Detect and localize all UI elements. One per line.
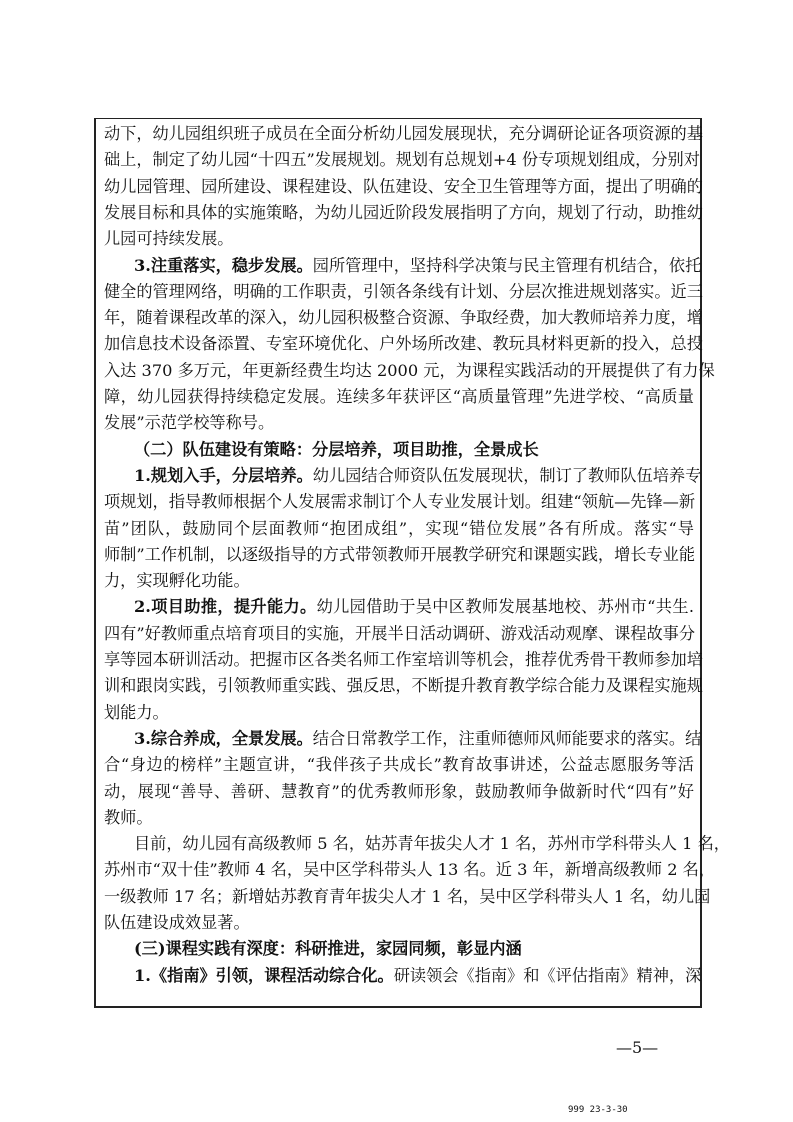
page-number: —5—	[616, 1038, 659, 1057]
paragraph-line	[104, 308, 703, 328]
paragraph-line	[134, 941, 694, 957]
body-text: 一级教师 17 名；新增姑苏教育青年拔尖人才 1 名，吴中区学科带头人 1 名，幼儿园	[104, 886, 711, 906]
body-text: 障，幼儿园获得持续稳定发展。连续多年获评区“高质量管理”先进学校、“高质量	[104, 387, 694, 406]
body-text: 享等园本研训活动。把握市区各类名师工作室培训等机会，推荐优秀骨干教师参加培	[104, 650, 703, 669]
paragraph-line	[104, 518, 694, 538]
body-text: 队伍建设成效显著。	[104, 913, 250, 932]
body-text: 年，随着课程改革的深入，幼儿园积极整合资源、争取经费，加大教师培养力度，增	[104, 308, 703, 328]
bold-lead-text: 2.项目助推，提升能力。	[134, 597, 317, 617]
bold-lead-text: 3.注重落实，稳步发展。	[134, 255, 313, 275]
body-text: 础上，制定了幼儿园“十四五”发展规划。规划有总规划+4 份专项规划组成，分别对	[104, 150, 700, 170]
footer-code: 999 23-3-30	[568, 1105, 628, 1115]
body-text: 儿园可持续发展。	[104, 229, 234, 249]
body-text: 研读领会《指南》和《评估指南》精神，深	[393, 965, 702, 985]
paragraph-line	[104, 360, 715, 380]
paragraph-line	[104, 494, 694, 510]
body-text: 幼儿园借助于吴中区教师发展基地校、苏州市“共生.	[316, 597, 695, 617]
paragraph-line	[104, 623, 696, 643]
paragraph-line	[104, 781, 694, 801]
paragraph-line	[104, 124, 703, 143]
paragraph-line	[104, 202, 703, 222]
paragraph-line	[104, 650, 703, 669]
bold-lead-text: 3.综合养成，全景发展。	[134, 728, 313, 748]
body-text: 项规划，指导教师根据个人发展需求制订个人专业发展计划。组建“领航—先锋—新	[104, 492, 696, 512]
body-text: 结合日常教学工作，注重师德师风师能要求的落实。结	[312, 728, 702, 748]
paragraph-line	[104, 807, 694, 827]
paragraph-line	[134, 255, 702, 275]
body-text: 力，实现孵化功能。	[104, 571, 250, 591]
paragraph-line	[104, 231, 694, 247]
body-text: 发展目标和具体的实施策略，为幼儿园近阶段发展指明了方向，规划了行动，助推幼	[104, 202, 703, 222]
body-text: 入达 370 多万元，年更新经费生均达 2000 元，为课程实践活动的开展提供了有力保	[104, 360, 715, 380]
paragraph-line	[104, 676, 703, 696]
body-text: 幼儿园结合师资队伍发展现状，制订了教师队伍培养专	[312, 465, 702, 485]
body-text: 园所管理中，坚持科学决策与民主管理有机结合，依托	[312, 255, 702, 275]
paragraph-line	[104, 702, 694, 722]
body-text: 动，展现“善导、善研、慧教育”的优秀教师形象，鼓励教师争做新时代“四有”好	[104, 781, 694, 801]
paragraph-line	[134, 465, 702, 485]
bold-lead-text: 1.规划入手，分层培养。	[134, 465, 313, 485]
paragraph-line	[104, 860, 716, 880]
paragraph-line	[104, 544, 696, 564]
body-text: 目前，幼儿园有高级教师 5 名，姑苏青年拔尖人才 1 名，苏州市学科带头人 1 名，	[134, 834, 730, 854]
body-text: 教师。	[104, 807, 153, 827]
body-text: 幼儿园管理、园所建设、课程建设、队伍建设、安全卫生管理等方面，提出了明确的	[104, 176, 703, 196]
bold-lead-text: (三)课程实践有深度：科研推进，家园同频，彰显内涵	[134, 939, 522, 959]
paragraph-line	[104, 334, 703, 354]
body-text: 训和跟岗实践，引领教师重实践、强反思，不断提升教育教学综合能力及课程实施规	[104, 676, 703, 696]
paragraph-line	[134, 728, 702, 748]
paragraph-line	[134, 599, 694, 615]
paragraph-line	[104, 915, 694, 931]
body-text: 苗”团队，鼓励同个层面教师“抱团成组”，实现“错位发展”各有所成。落实“导	[104, 518, 694, 538]
body-text: 加信息技术设备添置、专室环境优化、户外场所改建、教玩具材料更新的投入，总投	[104, 334, 703, 354]
paragraph-line	[104, 415, 694, 431]
paragraph-line	[104, 389, 694, 405]
body-text: 师制”工作机制，以逐级指导的方式带领教师开展教学研究和课题实践，增长专业能	[104, 544, 696, 564]
paragraph-line	[104, 150, 700, 170]
paragraph-line	[104, 757, 694, 773]
paragraph-line	[104, 573, 694, 589]
body-text: 发展”示范学校等称号。	[104, 413, 275, 433]
paragraph-line	[134, 834, 730, 854]
paragraph-line	[104, 281, 703, 301]
bold-lead-text: 1.《指南》引领，课程活动综合化。	[134, 965, 394, 985]
paragraph-line	[104, 886, 711, 906]
body-text: 合“身边的榜样”主题宣讲，“我伴孩子共成长”教育故事讲述，公益志愿服务等活	[104, 755, 694, 775]
paragraph-line	[104, 176, 703, 196]
paragraph-line	[134, 439, 694, 459]
bold-lead-text: （二）队伍建设有策略：分层培养，项目助推，全景成长	[134, 439, 539, 459]
paragraph-line	[134, 965, 702, 985]
body-text: 苏州市“双十佳”教师 4 名，吴中区学科带头人 13 名。近 3 年，新增高级教师 2 名，	[104, 860, 716, 880]
body-text: 划能力。	[104, 702, 169, 722]
body-text: 四有”好教师重点培育项目的实施，开展半日活动调研、游戏活动观摩、课程故事分	[104, 623, 696, 643]
body-text: 动下，幼儿园组织班子成员在全面分析幼儿园发展现状，充分调研论证各项资源的基	[104, 124, 703, 143]
body-text: 健全的管理网络，明确的工作职责，引领各条线有计划、分层次推进规划落实。近三	[104, 281, 703, 301]
